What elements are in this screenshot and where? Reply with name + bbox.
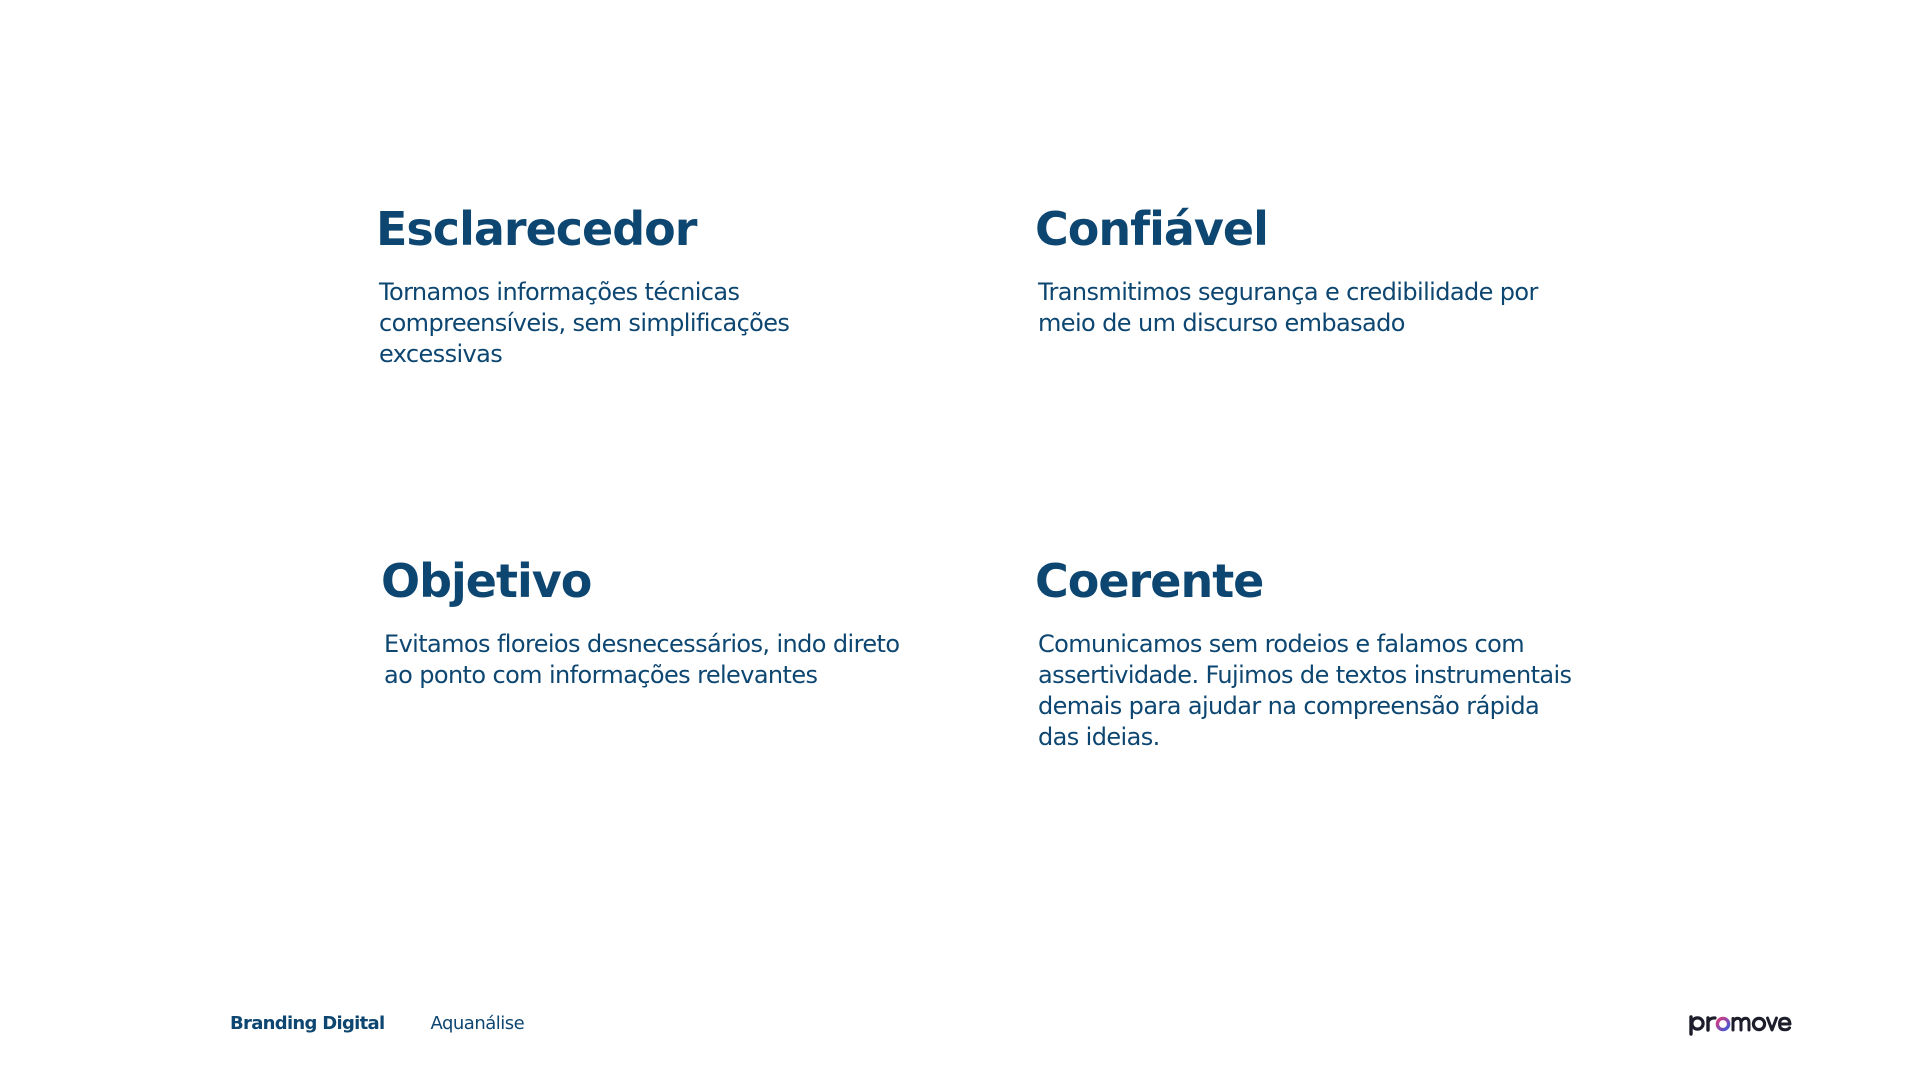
- card-title: Objetivo: [381, 554, 592, 608]
- promove-logo-icon: [1688, 1008, 1792, 1038]
- card-objetivo: [381, 553, 941, 689]
- card-description: Transmitimos segurança e credibilidade por meio de um discurso embasado: [1038, 278, 1538, 337]
- card-description: Evitamos floreios desnecessários, indo direto ao ponto com informações relevantes: [384, 630, 900, 689]
- footer-client-name: Aquanálise: [430, 1013, 525, 1034]
- card-esclarecedor: [376, 201, 936, 368]
- promove-logo: [1688, 1008, 1792, 1038]
- card-title: Confiável: [1035, 202, 1268, 256]
- card-coerente: [1035, 553, 1595, 751]
- card-description: Tornamos informações técnicas compreensíveis, sem simplificações excessivas: [379, 278, 790, 368]
- footer-brand: Branding Digital: [230, 1013, 385, 1034]
- card-description: Comunicamos sem rodeios e falamos com assertividade. Fujimos de textos instrumentais demais para ajudar na compreensão rápida das ideias.: [1038, 630, 1572, 751]
- card-confiavel: [1035, 201, 1595, 337]
- card-title: Esclarecedor: [376, 202, 697, 256]
- footer: [230, 1013, 524, 1034]
- card-title: Coerente: [1035, 554, 1264, 608]
